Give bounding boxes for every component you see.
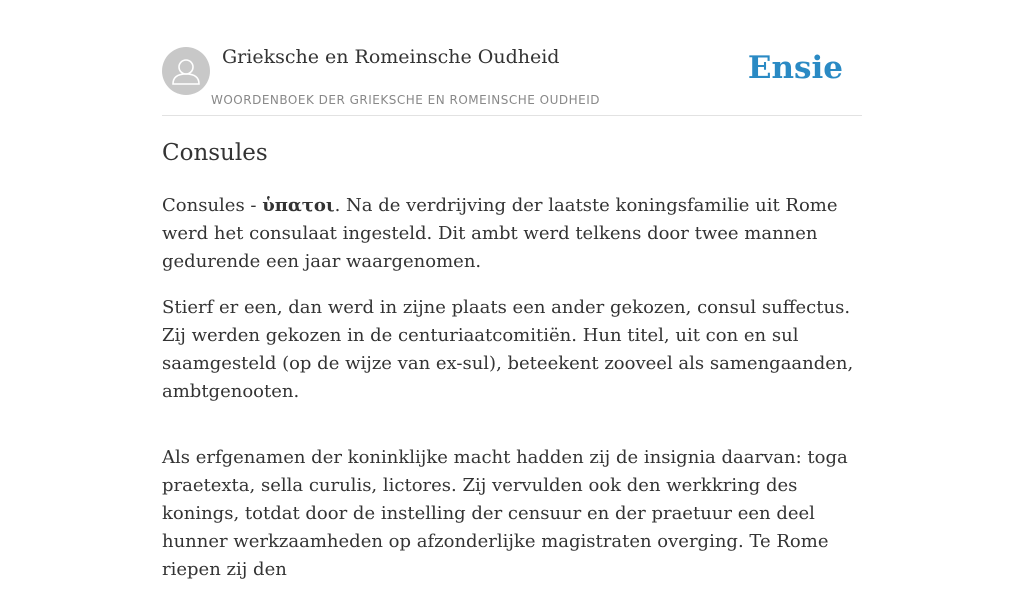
entry-paragraph-text: . Na de verdrijving der laatste koningsfamilie uit Rome werd het consulaat ingesteld. Dit ambt werd telkens door twee mannen gedurende een jaar waargenomen. xyxy=(162,195,838,272)
dictionary-subtitle: WOORDENBOEK DER GRIEKSCHE EN ROMEINSCHE OUDHEID xyxy=(211,93,601,107)
dictionary-title[interactable]: Grieksche en Romeinsche Oudheid xyxy=(222,46,560,68)
page-container xyxy=(162,0,862,580)
entry-paragraph xyxy=(162,192,862,276)
entry-paragraph: Stierf er een, dan werd in zijne plaats een ander gekozen, consul suffectus. Zij werden gekozen in de centuriaatcomitiën. Hun titel, uit con en sul saamgesteld (op de wijze van ex-sul), beteekent zooveel als samengaanden, ambtgenooten. xyxy=(162,297,854,402)
dictionary-header xyxy=(162,0,862,116)
entry-content xyxy=(162,192,862,602)
entry-paragraph: Als erfgenamen der koninklijke macht hadden zij de insignia daarvan: toga praetexta, sella curulis, lictores. Zij vervulden ook den werkkring des konings, totdat door de instelling der censuur en der praetuur een deel hunner werkzaamheden op afzonderlijke magistraten overging. Te Rome riepen zij den xyxy=(162,447,848,580)
entry-term-prefix: Consules - xyxy=(162,195,263,216)
entry-title: Consules xyxy=(162,140,268,166)
ensie-logo[interactable]: Ensie xyxy=(747,50,843,86)
user-icon xyxy=(162,47,210,95)
greek-term: ὑπατοι xyxy=(262,195,335,216)
dictionary-avatar[interactable] xyxy=(162,47,210,95)
